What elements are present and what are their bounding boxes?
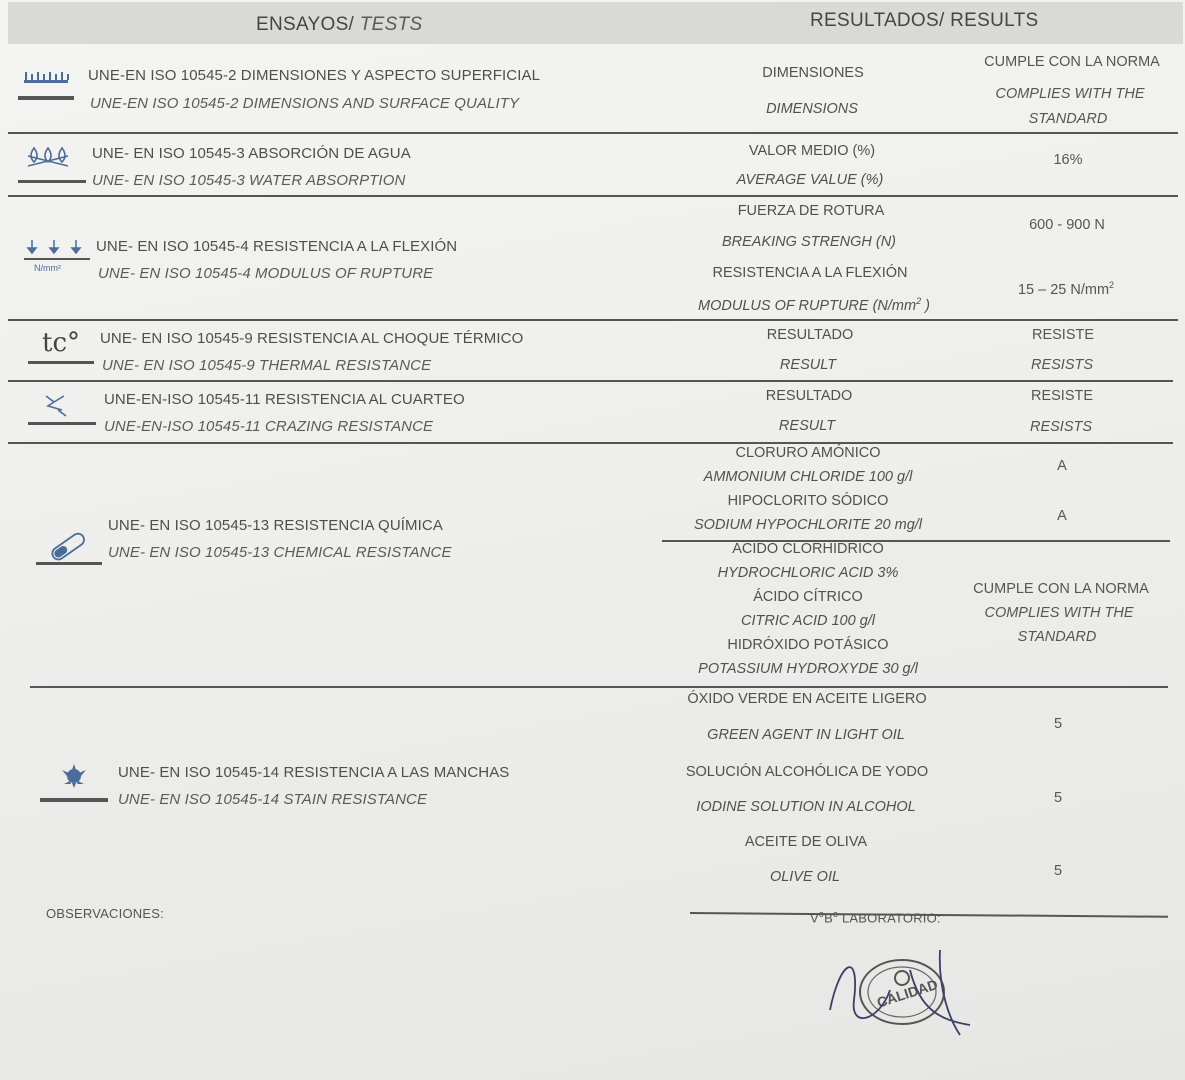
row-divider bbox=[8, 380, 1173, 382]
row2-standard-en: UNE- EN ISO 10545-3 WATER ABSORPTION bbox=[92, 172, 406, 189]
row4-result-es: RESISTE bbox=[1031, 327, 1095, 343]
row6-result-1: A bbox=[1057, 458, 1067, 474]
row-divider bbox=[8, 319, 1178, 321]
row6-prop-10: POTASSIUM HYDROXYDE 30 g/l bbox=[698, 661, 918, 677]
row6-result-5: STANDARD bbox=[1017, 629, 1097, 645]
row7-prop-5: ACEITE DE OLIVA bbox=[744, 834, 868, 850]
row2-prop-es: VALOR MEDIO (%) bbox=[748, 143, 876, 159]
load-arrows-icon bbox=[24, 238, 90, 274]
row-divider bbox=[8, 442, 1173, 444]
row6-result-2: A bbox=[1057, 508, 1067, 524]
stain-splash-icon bbox=[40, 762, 108, 806]
thermal-icon-underline bbox=[28, 361, 94, 364]
crazing-icon bbox=[28, 390, 96, 430]
row-divider bbox=[30, 686, 1168, 688]
row7-prop-4: IODINE SOLUTION IN ALCOHOL bbox=[696, 799, 916, 815]
row6-prop-8: CITRIC ACID 100 g/l bbox=[740, 613, 876, 629]
row3-icon-label: N/mm² bbox=[34, 263, 61, 273]
row6-prop-2: AMMONIUM CHLORIDE 100 g/l bbox=[703, 469, 913, 485]
row6-prop-4: SODIUM HYPOCHLORITE 20 mg/l bbox=[693, 517, 923, 533]
row-divider bbox=[8, 195, 1178, 197]
row2-result: 16% bbox=[1053, 152, 1083, 168]
row5-result-es: RESISTE bbox=[1030, 388, 1094, 404]
row2-standard-es: UNE- EN ISO 10545-3 ABSORCIÓN DE AGUA bbox=[92, 145, 411, 162]
row4-prop-en: RESULT bbox=[779, 357, 837, 373]
row7-prop-3: SOLUCIÓN ALCOHÓLICA DE YODO bbox=[685, 764, 929, 780]
row7-prop-1: ÓXIDO VERDE EN ACEITE LIGERO bbox=[687, 691, 927, 707]
row-divider bbox=[8, 132, 1178, 134]
observations-label: OBSERVACIONES: bbox=[46, 906, 164, 921]
tests-header-es: ENSAYOS/ bbox=[256, 14, 355, 35]
water-drops-icon bbox=[18, 142, 86, 186]
row3-standard-es: UNE- EN ISO 10545-4 RESISTENCIA A LA FLEXIÓN bbox=[96, 238, 458, 255]
test-tube-icon bbox=[36, 528, 102, 568]
row4-prop-es: RESULTADO bbox=[766, 327, 854, 343]
lab-approval-label: $V^oB^o$ LABORATORIO: bbox=[810, 909, 941, 926]
row1-standard-es: UNE-EN ISO 10545-2 DIMENSIONES Y ASPECTO SUPERFICIAL bbox=[88, 67, 541, 84]
row5-prop-en: RESULT bbox=[778, 418, 836, 434]
tests-header-en: TESTS bbox=[359, 14, 423, 35]
row5-result-en: RESISTS bbox=[1029, 419, 1093, 435]
row1-result-en-1: COMPLIES WITH THE bbox=[995, 86, 1145, 102]
row2-prop-en: AVERAGE VALUE (%) bbox=[736, 172, 884, 188]
row3-prop-1: FUERZA DE ROTURA bbox=[737, 203, 885, 219]
row7-standard-es: UNE- EN ISO 10545-14 RESISTENCIA A LAS MANCHAS bbox=[118, 764, 510, 781]
row7-result-3: 5 bbox=[1053, 863, 1063, 879]
row4-result-en: RESISTS bbox=[1030, 357, 1094, 373]
thermal-icon: tc° bbox=[42, 328, 81, 358]
row6-prop-6: HYDROCHLORIC ACID 3% bbox=[717, 565, 899, 581]
row7-standard-en: UNE- EN ISO 10545-14 STAIN RESISTANCE bbox=[118, 791, 428, 808]
tests-header bbox=[256, 14, 422, 36]
row3-prop-3: RESISTENCIA A LA FLEXIÓN bbox=[712, 265, 908, 281]
row6-prop-5: ÁCIDO CLORHÍDRICO bbox=[732, 541, 884, 557]
signature-stamp-icon bbox=[820, 940, 980, 1040]
row1-standard-en: UNE-EN ISO 10545-2 DIMENSIONS AND SURFACE QUALITY bbox=[90, 95, 520, 112]
results-header: RESULTADOS/ RESULTS bbox=[810, 10, 1039, 31]
row7-result-2: 5 bbox=[1053, 790, 1063, 806]
row6-prop-9: HIDRÓXIDO POTÁSICO bbox=[727, 637, 889, 653]
row1-prop-es: DIMENSIONES bbox=[762, 65, 864, 81]
row3-prop-4: MODULUS OF RUPTURE ($N/mm^2$ ) bbox=[698, 296, 930, 314]
row6-prop-7: ÁCIDO CÍTRICO bbox=[753, 589, 863, 605]
row6-standard-es: UNE- EN ISO 10545-13 RESISTENCIA QUÍMICA bbox=[108, 517, 443, 534]
row6-prop-1: CLORURO AMÓNICO bbox=[735, 445, 881, 461]
row7-prop-6: OLIVE OIL bbox=[769, 869, 841, 885]
row7-result-1: 5 bbox=[1053, 716, 1063, 732]
row1-result-es: CUMPLE CON LA NORMA bbox=[984, 54, 1160, 70]
row6-standard-en: UNE- EN ISO 10545-13 CHEMICAL RESISTANCE bbox=[108, 544, 452, 561]
dimensions-icon bbox=[18, 64, 74, 106]
row5-standard-es: UNE-EN-ISO 10545-11 RESISTENCIA AL CUARTEO bbox=[104, 391, 465, 408]
row6-result-4: COMPLIES WITH THE bbox=[984, 605, 1134, 621]
row4-standard-es: UNE- EN ISO 10545-9 RESISTENCIA AL CHOQUE TÉRMICO bbox=[100, 330, 524, 347]
row1-result-en-2: STANDARD bbox=[1028, 111, 1108, 127]
row3-prop-2: BREAKING STRENGH (N) bbox=[721, 234, 897, 250]
svg-text:CALIDAD: CALIDAD bbox=[874, 975, 940, 1011]
row3-result-1: 600 - 900 N bbox=[1029, 217, 1105, 233]
row4-standard-en: UNE- EN ISO 10545-9 THERMAL RESISTANCE bbox=[102, 357, 432, 374]
row1-prop-en: DIMENSIONS bbox=[766, 101, 858, 117]
row6-prop-3: HIPOCLORITO SÓDICO bbox=[727, 493, 889, 509]
row5-prop-es: RESULTADO bbox=[765, 388, 853, 404]
row3-result-2: 15 – 25 $N/mm^2$ bbox=[1017, 280, 1115, 298]
row3-standard-en: UNE- EN ISO 10545-4 MODULUS OF RUPTURE bbox=[98, 265, 434, 282]
row7-prop-2: GREEN AGENT IN LIGHT OIL bbox=[707, 727, 905, 743]
row6-result-3: CUMPLE CON LA NORMA bbox=[973, 581, 1149, 597]
row5-standard-en: UNE-EN-ISO 10545-11 CRAZING RESISTANCE bbox=[104, 418, 434, 435]
